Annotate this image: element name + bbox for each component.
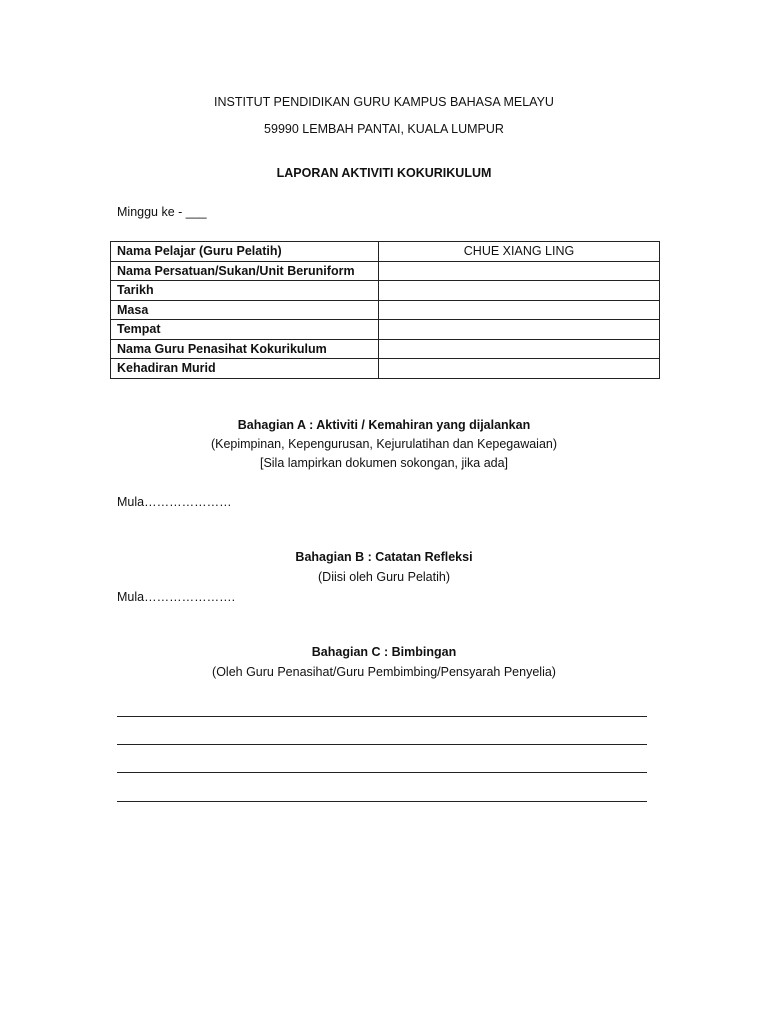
- row-value[interactable]: [379, 339, 660, 359]
- row-value[interactable]: [379, 359, 660, 379]
- row-label: Masa: [111, 300, 379, 320]
- report-title: LAPORAN AKTIVITI KOKURIKULUM: [276, 166, 492, 180]
- table-row: [111, 300, 660, 320]
- row-label: Tarikh: [111, 281, 379, 301]
- table-row: [111, 339, 660, 359]
- week-field: Minggu ke - ___: [117, 205, 207, 219]
- section-c-title: Bahagian C : Bimbingan: [311, 645, 457, 659]
- section-c-subtitle: (Oleh Guru Penasihat/Guru Pembimbing/Pensyarah Penyelia): [212, 665, 556, 679]
- table-row: [111, 281, 660, 301]
- table-row: [111, 242, 660, 262]
- section-a-title: Bahagian A : Aktiviti / Kemahiran yang dijalankan: [237, 418, 531, 432]
- writing-line[interactable]: [117, 801, 647, 802]
- section-b-subtitle: (Diisi oleh Guru Pelatih): [318, 570, 450, 584]
- row-value[interactable]: [379, 320, 660, 340]
- section-a-note: [Sila lampirkan dokumen sokongan, jika ada]: [259, 456, 509, 470]
- writing-line[interactable]: [117, 716, 647, 717]
- row-value[interactable]: [379, 261, 660, 281]
- row-label: Tempat: [111, 320, 379, 340]
- section-a-start: Mula…………………: [117, 495, 232, 509]
- section-a-subtitle: (Kepimpinan, Kepengurusan, Kejurulatihan dan Kepegawaian): [210, 437, 558, 451]
- row-label: Nama Persatuan/Sukan/Unit Beruniform: [111, 261, 379, 281]
- section-b-title: Bahagian B : Catatan Refleksi: [295, 550, 473, 564]
- institute-address: 59990 LEMBAH PANTAI, KUALA LUMPUR: [264, 122, 504, 136]
- row-label: Nama Pelajar (Guru Pelatih): [111, 242, 379, 262]
- info-table: [110, 241, 660, 379]
- table-row: [111, 359, 660, 379]
- institute-name: INSTITUT PENDIDIKAN GURU KAMPUS BAHASA MELAYU: [214, 95, 554, 109]
- table-row: [111, 320, 660, 340]
- row-value[interactable]: [379, 281, 660, 301]
- row-value[interactable]: [379, 300, 660, 320]
- row-value[interactable]: CHUE XIANG LING: [379, 242, 660, 262]
- writing-line[interactable]: [117, 744, 647, 745]
- table-row: [111, 261, 660, 281]
- writing-line[interactable]: [117, 772, 647, 773]
- row-label: Nama Guru Penasihat Kokurikulum: [111, 339, 379, 359]
- section-b-start: Mula………………….: [117, 590, 236, 604]
- row-label: Kehadiran Murid: [111, 359, 379, 379]
